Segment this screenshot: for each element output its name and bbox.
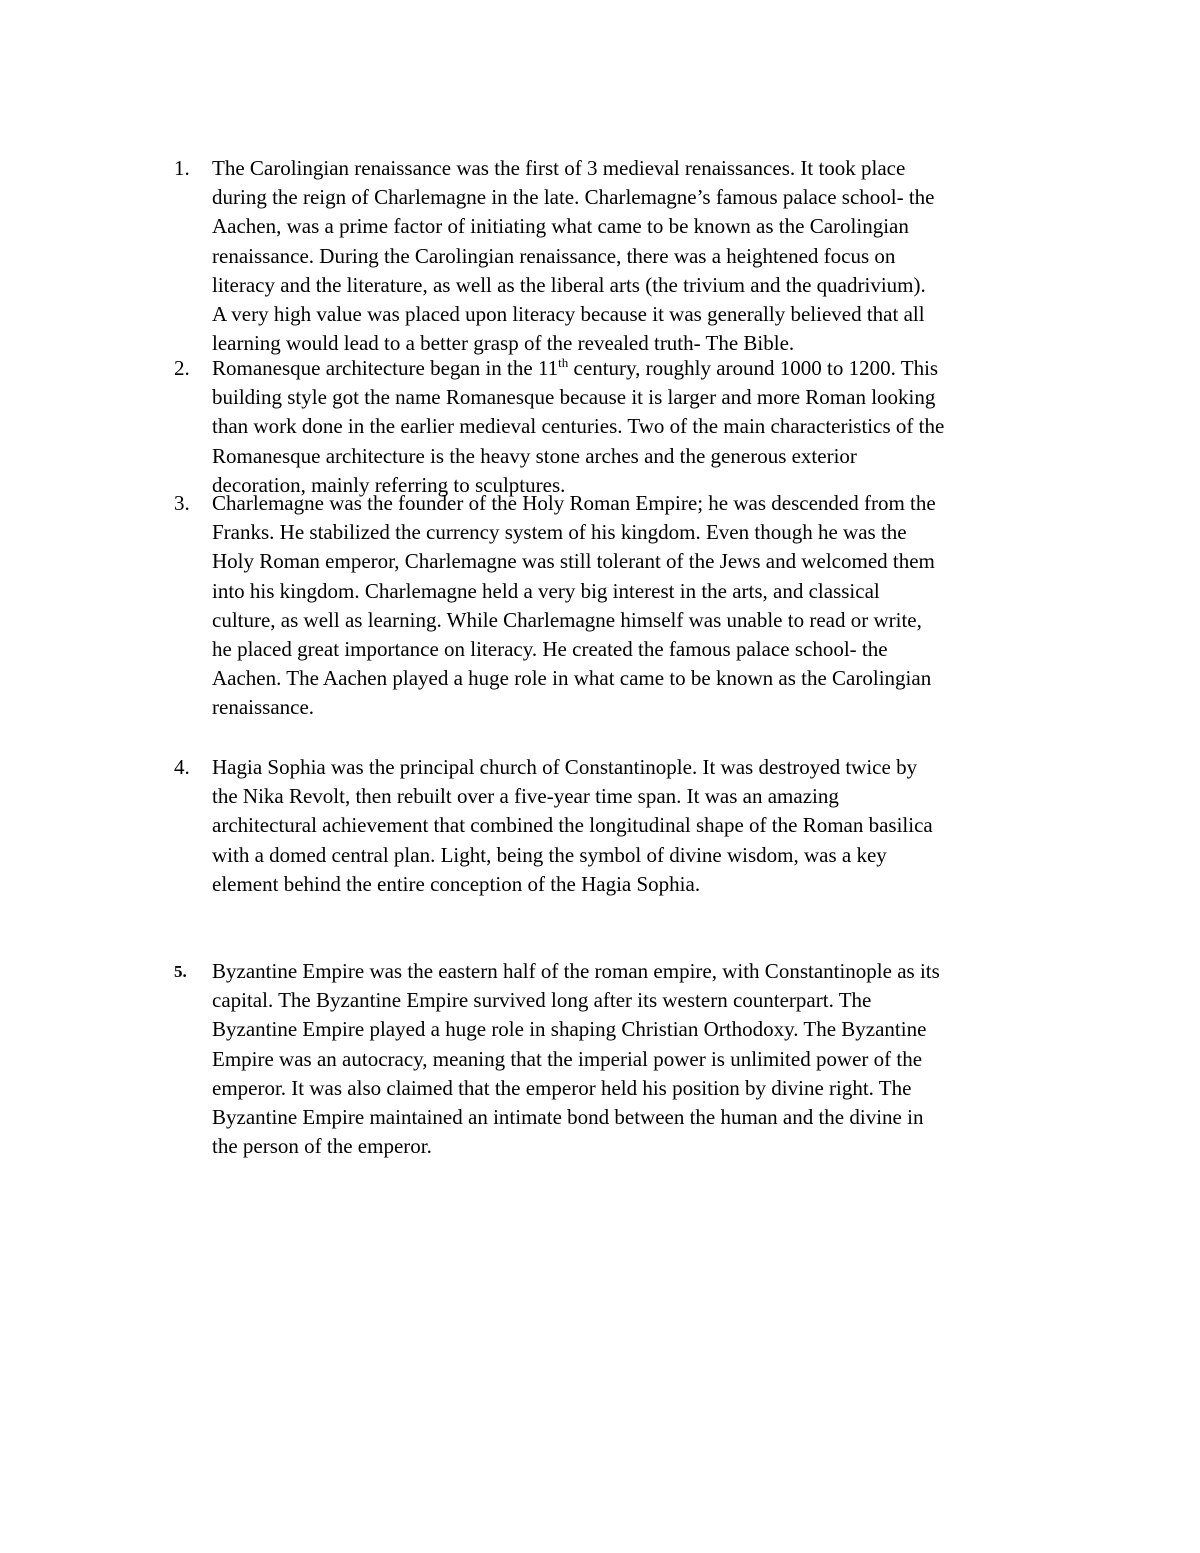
text-line: emperor. It was also claimed that the emperor held his position by divine right. The: [212, 1075, 912, 1100]
text-line: Aachen, was a prime factor of initiating what came to be known as the Carolingian: [212, 214, 909, 239]
text-line: renaissance.: [212, 695, 315, 720]
list-item-text: [212, 489, 1072, 723]
list-number: 1.: [174, 156, 190, 180]
text-line: during the reign of Charlemagne in the late. Charlemagne’s famous palace school- the: [212, 185, 935, 210]
text-line: element behind the entire conception of the Hagia Sophia.: [212, 871, 701, 896]
text-line: decoration, mainly referring to sculptures.: [212, 472, 566, 497]
text-line: he placed great importance on literacy. He created the famous palace school- the: [212, 637, 888, 662]
text-line: architectural achievement that combined the longitudinal shape of the Roman basilica: [212, 813, 933, 838]
text-line: into his kingdom. Charlemagne held a very big interest in the arts, and classical: [212, 578, 880, 603]
text-line: Empire was an autocracy, meaning that the imperial power is unlimited power of the: [212, 1046, 923, 1071]
text-run: century, roughly around 1000 to 1200. This: [568, 356, 939, 380]
text-line: Hagia Sophia was the principal church of Constantinople. It was destroyed twice by: [212, 755, 918, 779]
text-run: Romanesque architecture began in the 11: [212, 356, 559, 380]
text-line: building style got the name Romanesque because it is larger and more Roman looking: [212, 385, 936, 410]
list-number: 4.: [174, 755, 190, 779]
list-number: 5.: [174, 962, 187, 981]
text-line: Franks. He stabilized the currency system of his kingdom. Even though he was the: [212, 520, 907, 545]
text-line: with a domed central plan. Light, being the symbol of divine wisdom, was a key: [212, 842, 887, 867]
text-line: renaissance. During the Carolingian renaissance, there was a heightened focus on: [212, 243, 896, 268]
text-line: Byzantine Empire maintained an intimate bond between the human and the divine in: [212, 1105, 924, 1130]
text-line: Charlemagne was the founder of the Holy Roman Empire; he was descended from the: [212, 491, 936, 515]
text-line: learning would lead to a better grasp of the revealed truth- The Bible.: [212, 331, 795, 356]
list-item-text: [212, 957, 1072, 1161]
text-line: capital. The Byzantine Empire survived long after its western counterpart. The: [212, 988, 872, 1013]
text-line: [212, 354, 1072, 383]
list-item-text: [212, 354, 1072, 500]
text-line: A very high value was placed upon literacy because it was generally believed that all: [212, 302, 925, 327]
text-line: Holy Roman emperor, Charlemagne was still tolerant of the Jews and welcomed them: [212, 549, 935, 574]
list-item-text: [212, 154, 1072, 358]
text-line: culture, as well as learning. While Charlemagne himself was unable to read or write,: [212, 607, 922, 632]
text-line: the Nika Revolt, then rebuilt over a five-year time span. It was an amazing: [212, 784, 839, 809]
superscript: th: [558, 355, 569, 370]
list-number: 2.: [174, 356, 190, 380]
text-line: than work done in the earlier medieval centuries. Two of the main characteristics of the: [212, 414, 945, 439]
text-line: Romanesque architecture is the heavy stone arches and the generous exterior: [212, 443, 857, 468]
text-line: Aachen. The Aachen played a huge role in what came to be known as the Carolingian: [212, 666, 932, 691]
text-line: Byzantine Empire was the eastern half of the roman empire, with Constantinople as its: [212, 959, 940, 983]
text-line: literacy and the literature, as well as the liberal arts (the trivium and the quadrivium).: [212, 272, 926, 297]
text-line: the person of the emperor.: [212, 1134, 432, 1159]
list-number: 3.: [174, 491, 190, 515]
list-item-text: [212, 753, 1072, 899]
text-line: The Carolingian renaissance was the first of 3 medieval renaissances. It took place: [212, 156, 906, 180]
text-line: Byzantine Empire played a huge role in shaping Christian Orthodoxy. The Byzantine: [212, 1017, 927, 1042]
